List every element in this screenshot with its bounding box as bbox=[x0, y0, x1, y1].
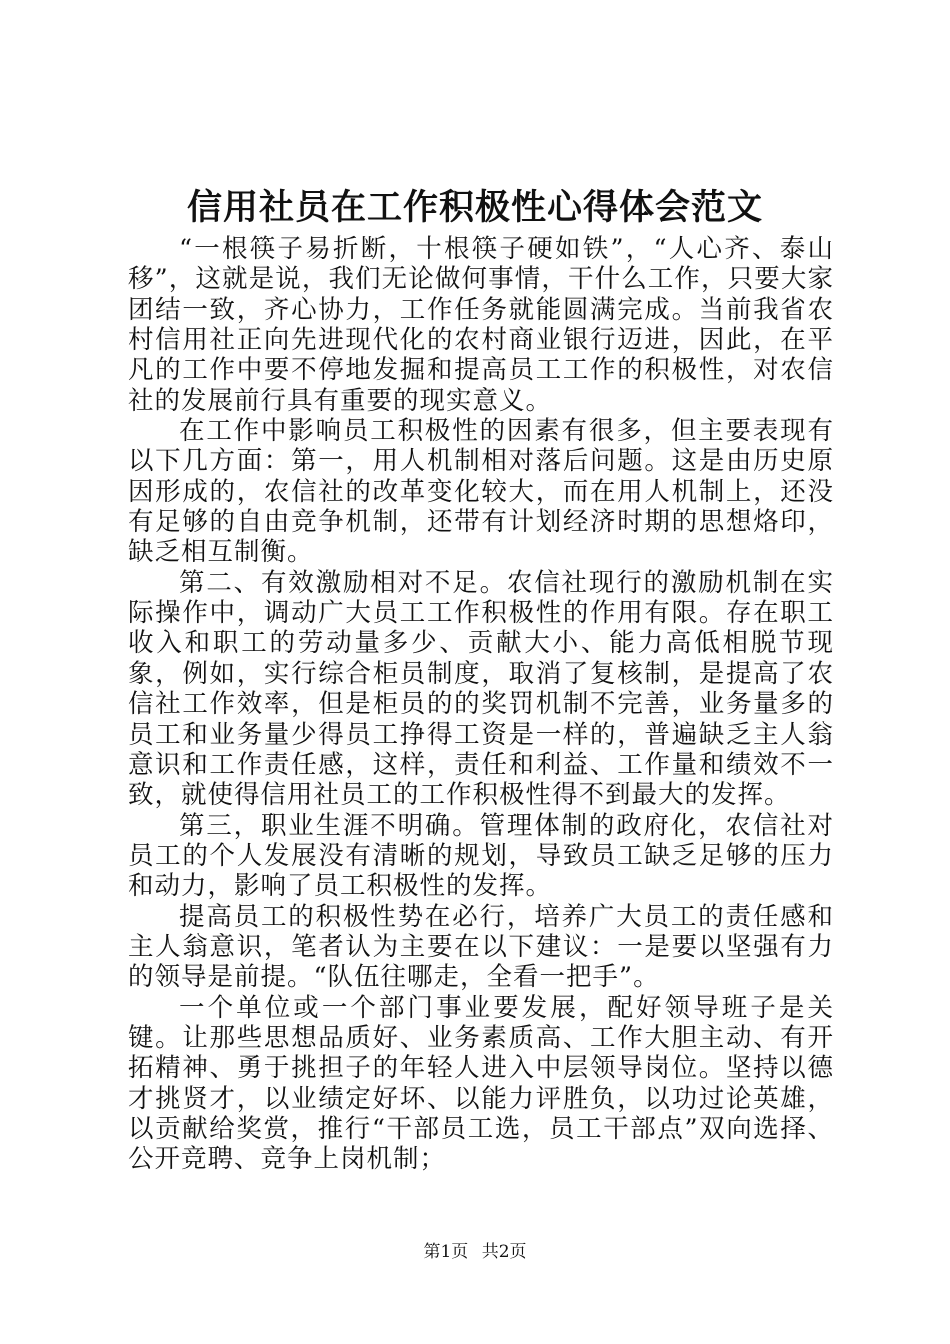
paragraph: 在工作中影响员工积极性的因素有很多，但主要表现有以下几方面：第一，用人机制相对落后问题。这是由历史原因形成的，农信社的改革变化较大，而在用人机制上，还没有足够的自由竞争机制，还带有计划经济时期的思想烙印，缺乏相互制衡。 bbox=[128, 416, 834, 568]
paragraph: 提高员工的积极性势在必行，培养广大员工的责任感和主人翁意识，笔者认为主要在以下建议：一是要以坚强有力的领导是前提。“队伍往哪走，全看一把手”。 bbox=[128, 901, 834, 993]
page-footer bbox=[0, 1240, 950, 1264]
paragraph: 第二、有效激励相对不足。农信社现行的激励机制在实际操作中，调动广大员工工作积极性的作用有限。存在职工收入和职工的劳动量多少、贡献大小、能力高低相脱节现象，例如，实行综合柜员制度，取消了复核制，是提高了农信社工作效率，但是柜员的的奖罚机制不完善，业务量多的员工和业务量少得员工挣得工资是一样的，普遍缺乏主人翁意识和工作责任感，这样，责任和利益、工作量和绩效不一致，就使得信用社员工的工作积极性得不到最大的发挥。 bbox=[128, 567, 834, 811]
document-body bbox=[128, 234, 834, 1175]
page-number-total: 共2页 bbox=[481, 1242, 527, 1262]
page-number-current: 第1页 bbox=[423, 1242, 469, 1262]
paragraph: “一根筷子易折断，十根筷子硬如铁”，“人心齐、泰山移”，这就是说，我们无论做何事情，干什么工作，只要大家团结一致，齐心协力，工作任务就能圆满完成。当前我省农村信用社正向先进现代化的农村商业银行迈进，因此，在平凡的工作中要不停地发掘和提高员工工作的积极性，对农信社的发展前行具有重要的现实意义。 bbox=[128, 234, 834, 416]
paragraph: 一个单位或一个部门事业要发展，配好领导班子是关键。让那些思想品质好、业务素质高、工作大胆主动、有开拓精神、勇于挑担子的年轻人进入中层领导岗位。坚持以德才挑贤才，以业绩定好坏、以能力评胜负，以功过论英雄，以贡献给奖赏，推行“干部员工选，员工干部点”双向选择、公开竞聘、竞争上岗机制； bbox=[128, 992, 834, 1175]
document-title: 信用社员在工作积极性心得体会范文 bbox=[186, 187, 763, 228]
paragraph: 第三，职业生涯不明确。管理体制的政府化，农信社对员工的个人发展没有清晰的规划，导致员工缺乏足够的压力和动力，影响了员工积极性的发挥。 bbox=[128, 810, 834, 902]
